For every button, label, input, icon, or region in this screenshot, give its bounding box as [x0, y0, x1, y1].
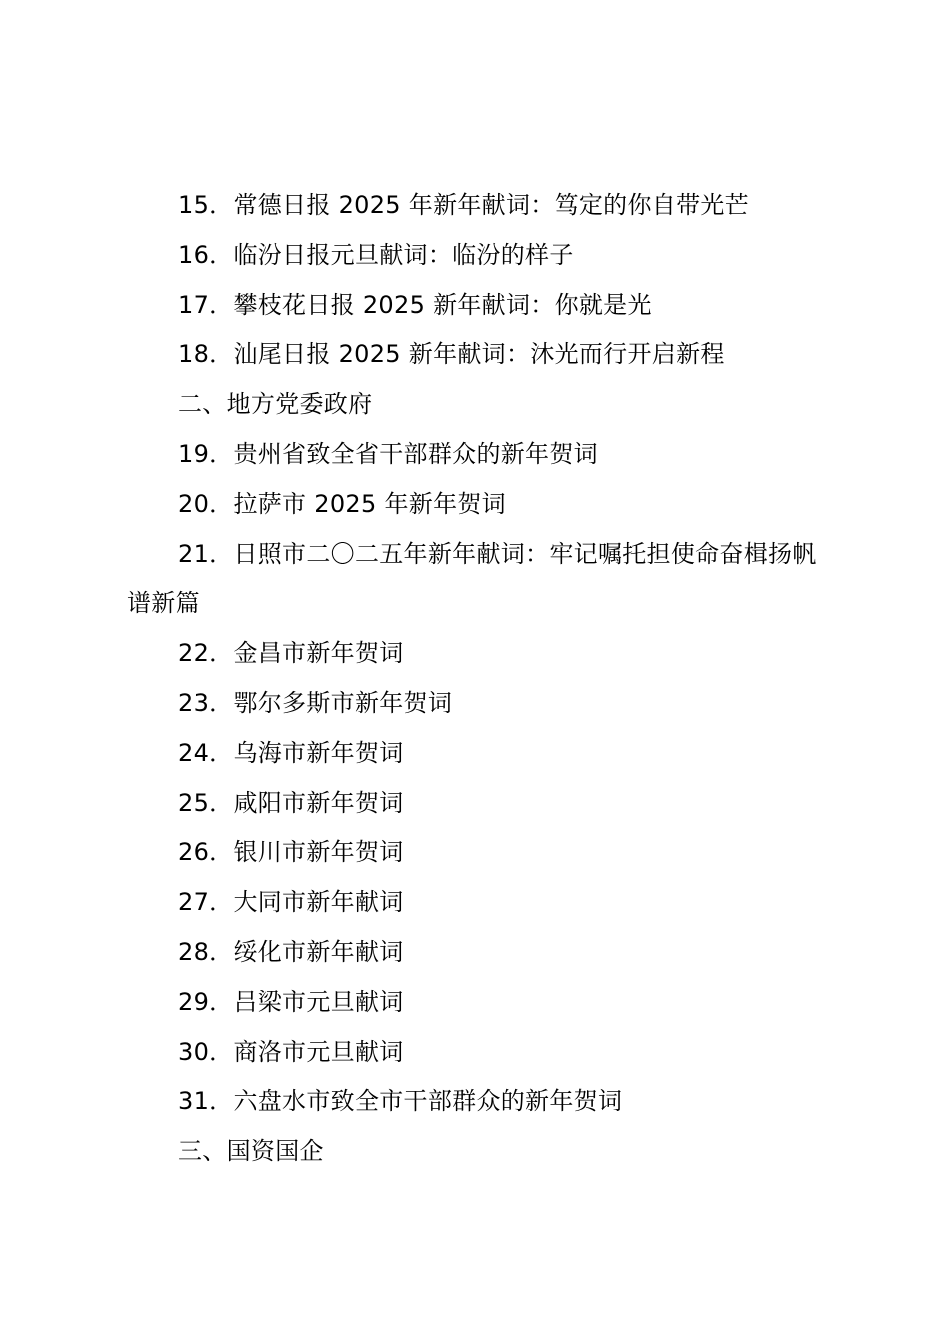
toc-item: 25．咸阳市新年贺词 — [178, 788, 404, 817]
toc-item: 18．汕尾日报 2025 新年献词：沐光而行开启新程 — [178, 340, 725, 369]
toc-item: 19．贵州省致全省干部群众的新年贺词 — [178, 439, 598, 468]
section-heading: 二、地方党委政府 — [178, 390, 373, 419]
toc-item: 29．吕梁市元旦献词 — [178, 987, 404, 1016]
toc-item: 31．六盘水市致全市干部群众的新年贺词 — [178, 1087, 623, 1116]
toc-item: 17．攀枝花日报 2025 新年献词：你就是光 — [178, 290, 652, 319]
toc-item: 30．商洛市元旦献词 — [178, 1037, 404, 1066]
toc-item: 26．银川市新年贺词 — [178, 838, 404, 867]
toc-item: 22．金昌市新年贺词 — [178, 639, 404, 668]
section-heading: 三、国资国企 — [178, 1137, 324, 1166]
toc-item: 16．临汾日报元旦献词：临汾的样子 — [178, 240, 574, 269]
toc-item: 21．日照市二〇二五年新年献词：牢记嘱托担使命奋楫扬帆谱新篇 — [127, 539, 817, 618]
toc-item: 28．绥化市新年献词 — [178, 937, 404, 966]
toc-item: 23．鄂尔多斯市新年贺词 — [178, 688, 453, 717]
table-of-contents — [127, 181, 839, 1177]
toc-item: 27．大同市新年献词 — [178, 888, 404, 917]
toc-item: 20．拉萨市 2025 年新年贺词 — [178, 489, 506, 518]
toc-item: 24．乌海市新年贺词 — [178, 738, 404, 767]
toc-item: 15．常德日报 2025 年新年献词：笃定的你自带光芒 — [178, 191, 749, 219]
